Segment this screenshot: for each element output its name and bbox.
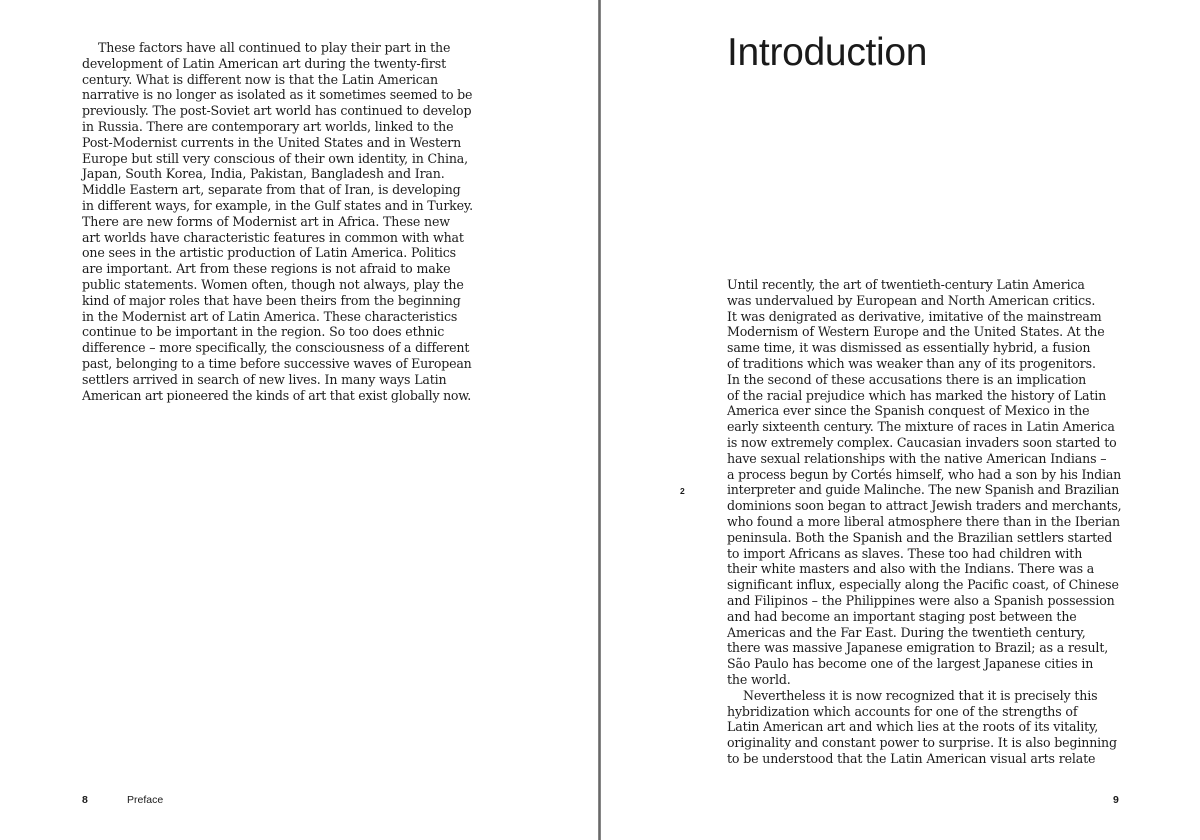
text-line: was undervalued by European and North American critics. <box>727 292 1096 308</box>
text-line: Modernism of Western Europe and the United States. At the <box>727 324 1105 340</box>
text-line: difference – more specifically, the consciousness of a different <box>82 340 470 356</box>
text-line: Americas and the Far East. During the twentieth century, <box>727 624 1086 640</box>
text-line: These factors have all continued to play their part in the <box>98 40 451 55</box>
text-line: there was massive Japanese emigration to Brazil; as a result, <box>727 640 1109 656</box>
text-line: Post-Modernist currents in the United States and in Western <box>82 134 462 150</box>
text-line: are important. Art from these regions is not afraid to make <box>82 261 451 277</box>
text-line: In the second of these accusations there is an implication <box>727 371 1087 387</box>
text-line: Latin American art and which lies at the roots of its vitality, <box>727 719 1099 735</box>
margin-note-marker: 2 <box>680 486 685 496</box>
text-line: of traditions which was weaker than any of its progenitors. <box>727 355 1096 371</box>
running-head: Preface <box>127 794 164 806</box>
text-line: one sees in the artistic production of Latin America. Politics <box>82 245 456 261</box>
text-line: century. What is different now is that the Latin American <box>82 71 438 87</box>
text-line: Nevertheless it is now recognized that it is precisely this <box>743 687 1098 703</box>
text-line: in Russia. There are contemporary art worlds, linked to the <box>82 118 454 134</box>
text-line: It was denigrated as derivative, imitative of the mainstream <box>727 308 1102 324</box>
page-number: 9 <box>1113 794 1119 806</box>
text-line: is now extremely complex. Caucasian invaders soon started to <box>727 434 1117 450</box>
text-line: There are new forms of Modernist art in Africa. These new <box>82 213 450 229</box>
text-line: kind of major roles that have been theirs from the beginning <box>82 292 461 308</box>
text-line: and had become an important staging post between the <box>727 608 1077 624</box>
text-line: in the Modernist art of Latin America. These characteristics <box>82 308 458 324</box>
text-line: same time, it was dismissed as essentially hybrid, a fusion <box>727 340 1091 356</box>
text-line: America ever since the Spanish conquest of Mexico in the <box>727 403 1090 419</box>
introduction-text <box>727 277 1122 767</box>
preface-paragraph <box>82 40 474 403</box>
page-number: 8 <box>82 794 88 806</box>
text-line: in different ways, for example, in the Gulf states and in Turkey. <box>82 197 473 213</box>
text-line: development of Latin American art during the twenty-first <box>82 55 446 71</box>
left-page <box>0 0 598 840</box>
text-line: early sixteenth century. The mixture of races in Latin America <box>727 419 1115 435</box>
text-line: previously. The post-Soviet art world has continued to develop <box>82 103 472 119</box>
text-line: to import Africans as slaves. These too had children with <box>727 545 1083 561</box>
text-line: peninsula. Both the Spanish and the Brazilian settlers started <box>727 529 1113 545</box>
text-line: significant influx, especially along the Pacific coast, of Chinese <box>727 577 1119 593</box>
text-line: and Filipinos – the Philippines were also a Spanish possession <box>727 592 1115 608</box>
text-line: dominions soon began to attract Jewish traders and merchants, <box>727 498 1122 514</box>
text-line: the world. <box>727 671 791 687</box>
text-line: Until recently, the art of twentieth-century Latin America <box>727 277 1085 292</box>
text-line: art worlds have characteristic features in common with what <box>82 229 464 245</box>
text-line: São Paulo has become one of the largest Japanese cities in <box>727 656 1094 672</box>
text-line: have sexual relationships with the native American Indians – <box>727 450 1107 466</box>
right-page <box>601 0 1200 840</box>
text-line: continue to be important in the region. So too does ethnic <box>82 324 445 340</box>
text-line: Middle Eastern art, separate from that of Iran, is developing <box>82 182 461 198</box>
text-line: who found a more liberal atmosphere there than in the Iberian <box>727 513 1120 529</box>
text-line: past, belonging to a time before successive waves of European <box>82 355 472 371</box>
text-line: hybridization which accounts for one of the strengths of <box>727 703 1078 719</box>
text-line: public statements. Women often, though not always, play the <box>82 276 464 292</box>
text-line: a process begun by Cortés himself, who had a son by his Indian <box>727 466 1122 482</box>
chapter-title: Introduction <box>727 31 928 74</box>
text-line: American art pioneered the kinds of art that exist globally now. <box>82 387 472 403</box>
text-line: originality and constant power to surprise. It is also beginning <box>727 735 1117 751</box>
text-line: to be understood that the Latin American visual arts relate <box>727 750 1096 766</box>
text-line: interpreter and guide Malinche. The new Spanish and Brazilian <box>727 482 1120 498</box>
text-line: their white masters and also with the Indians. There was a <box>727 561 1095 577</box>
text-line: settlers arrived in search of new lives. In many ways Latin <box>82 371 447 387</box>
text-line: of the racial prejudice which has marked the history of Latin <box>727 387 1107 403</box>
text-line: Japan, South Korea, India, Pakistan, Bangladesh and Iran. <box>82 166 445 182</box>
text-line: narrative is no longer as isolated as it sometimes seemed to be <box>82 87 473 103</box>
text-line: Europe but still very conscious of their own identity, in China, <box>82 150 469 166</box>
